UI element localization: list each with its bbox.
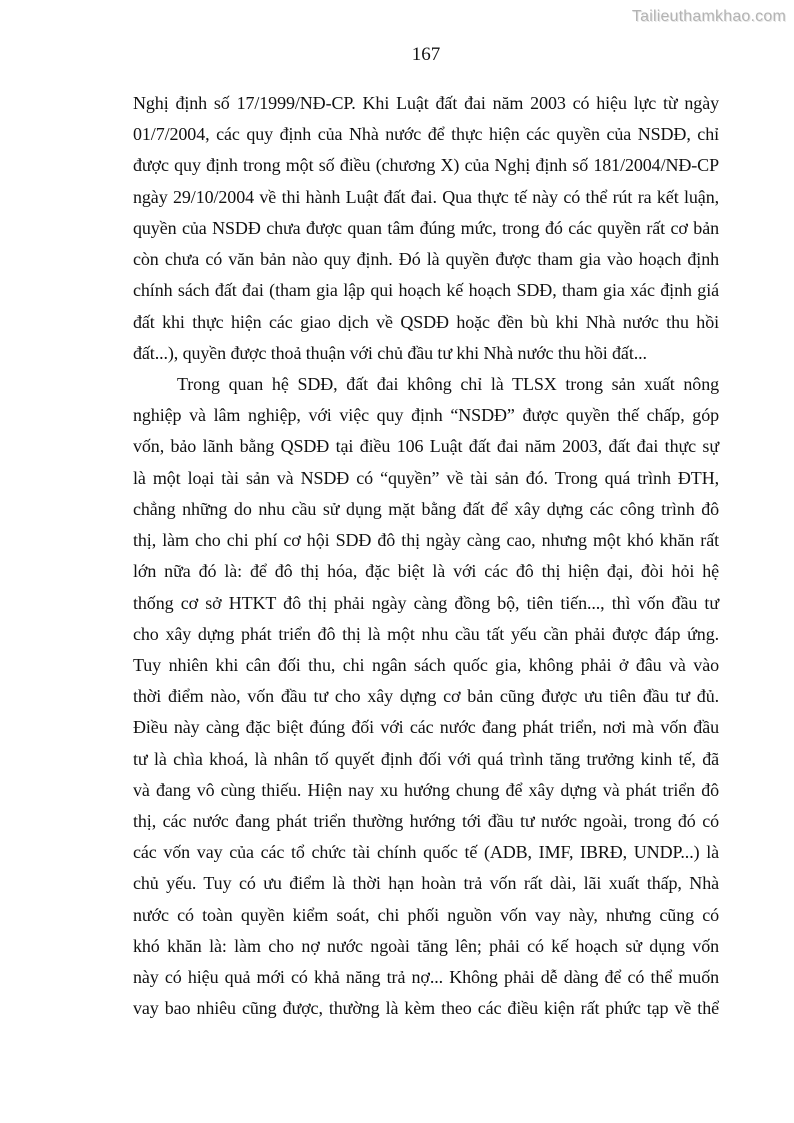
text-line: cho xây dựng phát triển đô thị là một nhu cầu tất yếu cần phải được đáp ứng. (133, 623, 719, 644)
text-line: vay bao nhiêu cũng được, thường là kèm theo các điều kiện rất phức tạp về thể (133, 998, 719, 1019)
text-line: tư là chìa khoá, là nhân tố quyết định đối với quá trình tăng trưởng kinh tế, đã (133, 748, 719, 769)
body-text (133, 88, 719, 1025)
watermark-text: Tailieuthamkhao.com (631, 8, 786, 25)
text-line: khó khăn là: làm cho nợ nước ngoài tăng lên; phải có kế hoạch sử dụng vốn (133, 935, 719, 956)
text-line: các vốn vay của các tổ chức tài chính quốc tế (ADB, IMF, IBRĐ, UNDP...) là (133, 842, 719, 863)
text-line: chủ yếu. Tuy có ưu điểm là thời hạn hoàn trả vốn rất dài, lãi xuất thấp, Nhà (133, 873, 719, 894)
text-line: được quy định trong một số điều (chương X) của Nghị định số 181/2004/NĐ-CP (133, 155, 719, 176)
text-line: Trong quan hệ SDĐ, đất đai không chỉ là TLSX trong sản xuất nông (177, 373, 719, 394)
text-line: nghiệp và lâm nghiệp, với việc quy định “NSDĐ” được quyền thế chấp, góp (133, 405, 719, 426)
text-line: và đang vô cùng thiếu. Hiện nay xu hướng chung để xây dựng và phát triển đô (133, 779, 719, 800)
text-line: là một loại tài sản và NSDĐ có “quyền” về tài sản đó. Trong quá trình ĐTH, (133, 467, 719, 488)
text-line: thị, làm cho chi phí cơ hội SDĐ đô thị ngày càng cao, nhưng một khó khăn rất (133, 530, 719, 551)
text-line: thời điểm nào, vốn đầu tư cho xây dựng cơ bản cũng được ưu tiên đầu tư đủ. (133, 686, 719, 707)
text-line: ngày 29/10/2004 về thi hành Luật đất đai. Qua thực tế này có thể rút ra kết luận, (133, 186, 719, 207)
text-line: Nghị định số 17/1999/NĐ-CP. Khi Luật đất đai năm 2003 có hiệu lực từ ngày (133, 93, 719, 113)
text-line: còn chưa có văn bản nào quy định. Đó là quyền được tham gia vào hoạch định (133, 249, 719, 270)
text-line: thống cơ sở HTKT đô thị phải ngày càng đồng bộ, tiên tiến..., thì vốn đầu tư (133, 592, 719, 613)
text-line: này có hiệu quả mới có khả năng trả nợ... Không phải dễ dàng để có thể muốn (133, 967, 719, 988)
text-line: chính sách đất đai (tham gia lập qui hoạch kế hoạch SDĐ, tham gia xác định giá (133, 280, 719, 301)
text-line: nước có toàn quyền kiểm soát, chi phối nguồn vốn vay này, nhưng cũng có (133, 904, 719, 925)
text-line: vốn, bảo lãnh bằng QSDĐ tại điều 106 Luật đất đai năm 2003, đất đai thực sự (133, 436, 719, 457)
page-number: 167 (411, 44, 441, 65)
text-line: chẳng những do nhu cầu sử dụng mặt bằng đất để xây dựng các công trình đô (133, 498, 719, 519)
text-line: 01/7/2004, các quy định của Nhà nước để thực hiện các quyền của NSDĐ, chỉ (133, 124, 719, 145)
text-line: đất khi thực hiện các giao dịch về QSDĐ hoặc đền bù khi Nhà nước thu hồi (133, 311, 719, 332)
text-line: đất...), quyền được thoả thuận với chủ đầu tư khi Nhà nước thu hồi đất... (133, 342, 647, 363)
text-line: quyền của NSDĐ chưa được quan tâm đúng mức, trong đó các quyền rất cơ bản (133, 217, 719, 238)
text-line: Điều này càng đặc biệt đúng đối với các nước đang phát triển, nơi mà vốn đầu (133, 717, 719, 738)
text-line: lớn nữa đó là: để đô thị hóa, đặc biệt là với các đô thị hiện đại, đòi hỏi hệ (133, 561, 719, 582)
text-line: Tuy nhiên khi cân đối thu, chi ngân sách quốc gia, không phải ở đâu và vào (133, 654, 719, 675)
text-line: thị, các nước đang phát triển thường hướng tới đầu tư nước ngoài, trong đó có (133, 811, 719, 832)
